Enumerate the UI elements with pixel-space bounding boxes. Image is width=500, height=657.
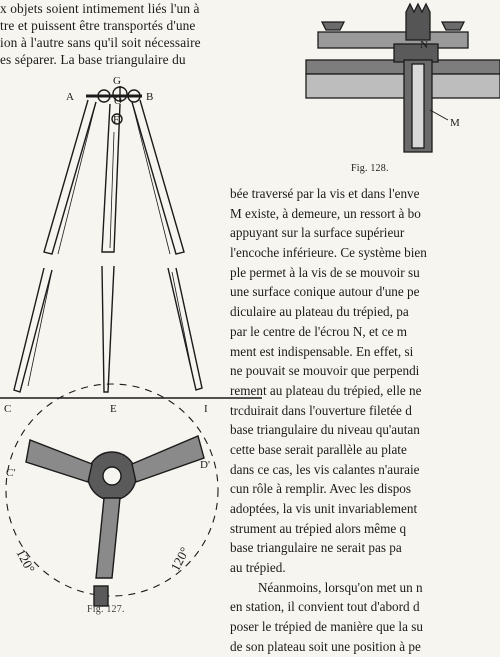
plan-leg-right (132, 436, 204, 482)
label-n: N (420, 39, 428, 51)
tripod-head-block (306, 74, 500, 98)
label-f: F (113, 114, 120, 126)
text-line: diculaire au plateau du trépied, pa (230, 304, 409, 320)
figure-caption: Fig. 127. (87, 604, 125, 615)
text-line: tre et puissent être transportés d'une (0, 18, 196, 33)
text-line: ment est indispensable. En effet, si (230, 343, 414, 359)
text-line: Néanmoins, lorsqu'on met un n (258, 579, 423, 595)
text-line: adoptées, la vis unit invariablement (230, 501, 418, 516)
text-line: cette base serait parallèle au plate (230, 441, 407, 457)
text-line: strument au trépied alors même q (230, 520, 407, 536)
left-column-text (0, 0, 262, 68)
text-line: es séparer. La base triangulaire du (0, 52, 186, 67)
angle-label-right: 120° (167, 544, 193, 574)
tripod-leg-left-lower (14, 268, 52, 392)
angle-label-left: 120° (13, 546, 39, 576)
text-line: ion à l'autre sans qu'il soit nécessaire (0, 35, 201, 50)
label-b: B (146, 91, 154, 103)
text-line: bée traversé par la vis et dans l'enve (230, 186, 420, 201)
text-line: par le centre de l'écrou N, et ce m (230, 323, 408, 339)
tripod-leg-left (44, 100, 96, 254)
label-c-prime: C' (6, 467, 16, 479)
label-g: G (113, 75, 121, 87)
text-line: dans ce cas, les vis calantes n'auraie (230, 461, 420, 477)
tripod-leg-right-lower (168, 268, 202, 390)
right-column-text (230, 184, 500, 657)
text-line: en station, il convient tout d'abord d (230, 599, 420, 615)
tripod-leg-right (132, 100, 184, 254)
label-m: M (450, 117, 460, 129)
text-line: ne pouvait se mouvoir que perpendi (230, 363, 420, 379)
text-line: cun rôle à remplir. Avec les dispos (230, 481, 412, 497)
text-line: une surface conique autour d'une pe (230, 284, 420, 300)
plan-leg-left (26, 440, 92, 482)
label-e: E (110, 403, 117, 415)
text-line: poser le trépied de manière que la su (230, 619, 423, 635)
triangular-base-bar (318, 32, 468, 48)
text-line: ple permet à la vis de se mouvoir su (230, 264, 420, 280)
text-line: M existe, à demeure, un ressort à bo (230, 205, 421, 221)
text-line: l'encoche inférieure. Ce système bien (230, 245, 427, 261)
screw-knob-right (442, 22, 464, 30)
text-line: rement au plateau du trépied, elle ne (230, 382, 422, 398)
screw-figure (262, 0, 500, 172)
nut-n (394, 44, 438, 62)
text-line: appuyant sur la surface supérieur (230, 225, 405, 241)
label-a: A (66, 91, 74, 103)
text-line: de son plateau soit une position à pe (230, 638, 421, 654)
tripod-figure (0, 72, 262, 618)
text-line: x objets soient intimement liés l'un à (0, 1, 200, 16)
label-c: C (4, 403, 12, 415)
tripod-leg-center-lower (102, 266, 114, 392)
label-d-prime: D' (200, 459, 210, 471)
text-line: trcduirait dans l'ouverture filetée d (230, 402, 412, 418)
screw-knob-left (322, 22, 344, 30)
text-line: base triangulaire ne serait pas pa (230, 540, 402, 556)
plan-leg-foot (94, 586, 108, 606)
label-i: I (204, 403, 208, 415)
figure-caption: Fig. 128. (351, 163, 389, 174)
plan-leg-bottom (96, 498, 120, 578)
screw-core (412, 64, 424, 148)
text-line: au trépied. (230, 560, 286, 576)
label-o: O (114, 95, 122, 107)
plan-hub-center (103, 467, 121, 485)
top-fitting (406, 4, 430, 40)
text-line: base triangulaire du niveau qu'autan (230, 422, 420, 438)
